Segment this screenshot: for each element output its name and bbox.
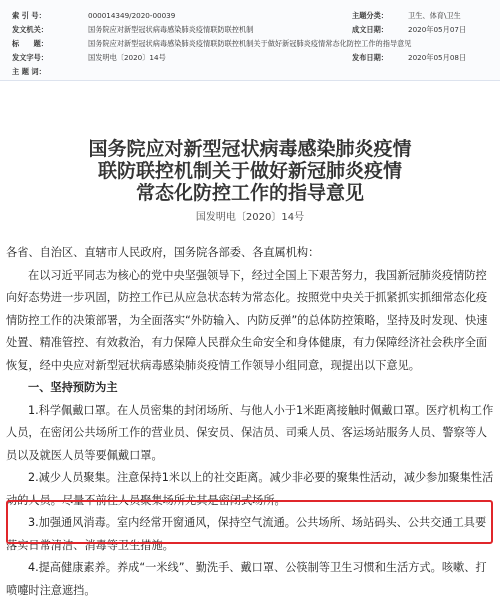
meta-value: 000014349/2020-00039 [88, 11, 176, 20]
list-item: 2.减少人员聚集。注意保持1米以上的社交距离。减少非必要的聚集性活动，减少参加聚集性活动的人员。尽量不前往人员聚集场所尤其是密闭式场所。 [6, 471, 494, 507]
meta-row-title [0, 38, 500, 50]
document-body [6, 242, 494, 602]
meta-value: 国务院应对新型冠状病毒感染肺炎疫情联防联控机制 [88, 25, 254, 34]
meta-label: 发文机关： [12, 25, 48, 34]
list-item: 4.提高健康素养。养成“一米线”、勤洗手、戴口罩、公筷制等卫生习惯和生活方式。咳嗽、打喷嚏时注意遮挡。 [6, 561, 487, 597]
section-heading: 一、坚持预防为主 [28, 381, 118, 394]
meta-label: 发文字号： [12, 53, 48, 62]
title-line: 常态化防控工作的指导意见 [135, 182, 364, 204]
meta-row-doc-number [0, 52, 500, 64]
title-line: 联防联控机制关于做好新冠肺炎疫情 [97, 160, 402, 182]
document-title [0, 138, 500, 204]
meta-value: 卫生、体育\卫生 [408, 11, 461, 20]
salutation: 各省、自治区、直辖市人民政府，国务院各部委、各直属机构： [6, 246, 320, 259]
meta-label: 主题分类： [352, 11, 388, 20]
document-number: 国发明电〔2020〕14号 [195, 212, 305, 223]
list-item: 1.科学佩戴口罩。在人员密集的封闭场所、与他人小于1米距离接触时佩戴口罩。医疗机构工作人员，在密闭公共场所工作的营业员、保安员、保洁员、司乘人员、客运场站服务人员、警察等人员以及就医人员等要佩戴口罩。 [6, 403, 494, 462]
meta-value: 国务院应对新型冠状病毒感染肺炎疫情联防联控机制关于做好新冠肺炎疫情常态化防控工作的指导意见 [88, 39, 412, 48]
document-metadata-table [0, 0, 500, 81]
meta-value: 2020年05月08日 [408, 53, 467, 62]
meta-label: 索 引 号： [12, 11, 46, 20]
meta-row-index [0, 10, 500, 22]
meta-row-issuer [0, 24, 500, 36]
meta-label: 主 题 词： [12, 67, 46, 76]
meta-label: 发布日期： [352, 53, 388, 62]
list-item-highlighted: 3.加强通风消毒。室内经常开窗通风，保持空气流通。公共场所、场站码头、公共交通工具要落实日常清洁、消毒等卫生措施。 [6, 516, 487, 552]
intro-paragraph: 在以习近平同志为核心的党中央坚强领导下，经过全国上下艰苦努力，我国新冠肺炎疫情防控向好态势进一步巩固，防控工作已从应急状态转为常态化。按照党中央关于抓紧抓实抓细常态化疫情防控工作的决策部署，为全面落实“外防输入、内防反弹”的总体防控策略，坚持及时发现、快速处置、精准管控、有效救治，有力保障人民群众生命安全和身体健康，有力保障经济社会秩序全面恢复，经中央应对新型冠状病毒感染肺炎疫情工作领导小组同意，现提出以下意见。 [6, 268, 488, 372]
title-line: 国务院应对新型冠状病毒感染肺炎疫情 [88, 138, 412, 160]
meta-label: 成文日期： [352, 25, 388, 34]
meta-row-keywords [0, 66, 500, 78]
meta-value: 2020年05月07日 [408, 25, 467, 34]
meta-value: 国发明电〔2020〕14号 [88, 53, 166, 62]
meta-label: 标 题： [12, 39, 48, 48]
